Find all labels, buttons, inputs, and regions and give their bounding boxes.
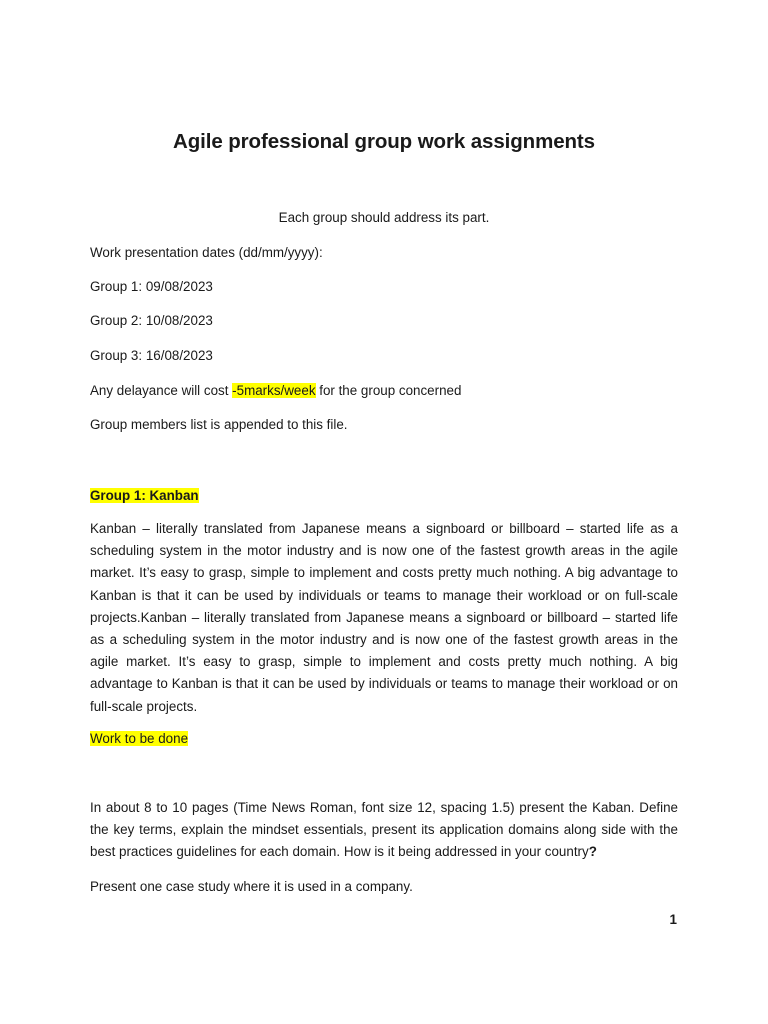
group2-date: Group 2: 10/08/2023 — [90, 313, 213, 328]
case-study-line: Present one case study where it is used in a company. — [90, 879, 413, 894]
intro-line: Each group should address its part. — [278, 210, 490, 225]
group3-date: Group 3: 16/08/2023 — [90, 348, 213, 363]
group1-heading: Group 1: Kanban — [90, 488, 199, 503]
work-heading: Work to be done — [90, 731, 189, 746]
work-paragraph-main: In about 8 to 10 pages (Time News Roman, font size 12, spacing 1.5) present the Kaban. Define the key terms, explain the mindset essentials, present its application domains along side with the best practices guidelines for each domain. How is it being addressed in your country — [90, 800, 678, 860]
document-title: Agile professional group work assignments — [173, 130, 595, 153]
penalty-highlight: -5marks/week — [232, 383, 316, 398]
delay-text-after: for the group concerned — [315, 383, 462, 398]
dates-heading: Work presentation dates (dd/mm/yyyy): — [90, 245, 323, 260]
work-paragraph-end: ? — [588, 844, 597, 860]
page-number: 1 — [669, 912, 677, 927]
group1-date: Group 1: 09/08/2023 — [90, 279, 213, 294]
delay-penalty-line — [90, 380, 461, 402]
members-note: Group members list is appended to this file. — [90, 417, 348, 432]
delay-text-before: Any delayance will cost — [90, 383, 233, 398]
work-heading-line — [90, 728, 188, 750]
kanban-paragraph: Kanban – literally translated from Japanese means a signboard or billboard – started life as a scheduling system in the motor industry and is now one of the fastest growth areas in the agile market. It’s easy to grasp, simple to implement and costs pretty much nothing. A big advantage to Kanban is that it can be used by individuals or teams to manage their workload or on full-scale projects.Kanban – literally translated from Japanese means a signboard or billboard – started life as a scheduling system in the motor industry and is now one of the fastest growth areas in the agile market. It’s easy to grasp, simple to implement and costs pretty much nothing. A big advantage to Kanban is that it can be used by individuals or teams to manage their workload or on full-scale projects. — [90, 521, 678, 714]
group1-heading-line — [90, 485, 199, 507]
work-paragraph — [90, 797, 678, 864]
